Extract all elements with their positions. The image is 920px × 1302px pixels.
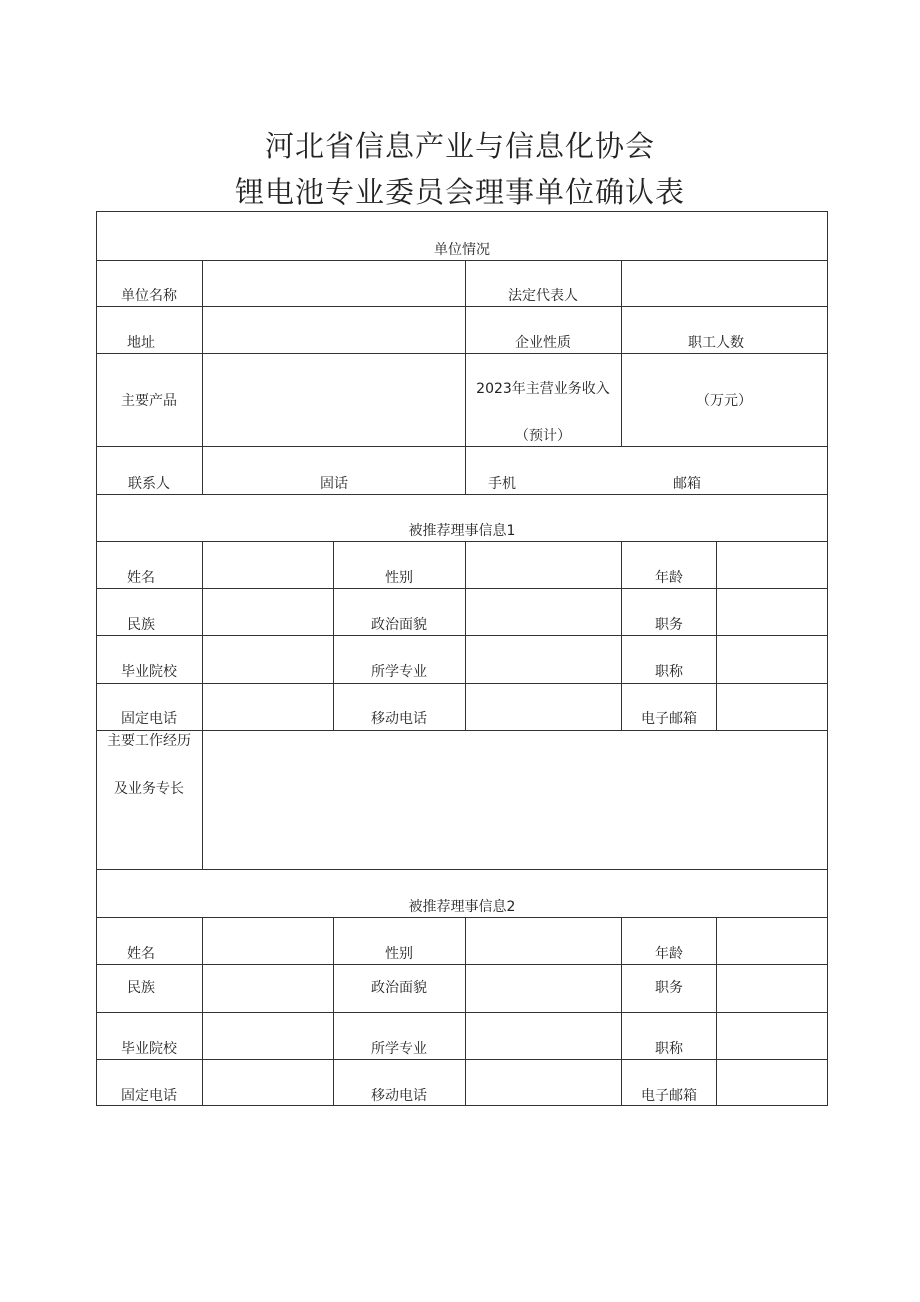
- col-divider: [621, 917, 622, 1106]
- label-mobile: 手机: [488, 476, 516, 492]
- col-divider: [333, 541, 334, 730]
- row-divider: [97, 494, 827, 495]
- row-divider: [97, 964, 827, 965]
- label-enterprise-nature: 企业性质: [515, 335, 571, 351]
- label-employee-count: 职工人数: [688, 335, 744, 351]
- label-age: 年龄: [655, 570, 683, 586]
- label-address: 地址: [127, 335, 155, 351]
- row-divider: [97, 588, 827, 589]
- row-divider: [97, 730, 827, 731]
- row-divider: [97, 635, 827, 636]
- label-name: 姓名: [127, 946, 155, 962]
- label-work-experience: 主要工作经历及业务专长: [107, 733, 191, 797]
- label-graduated-school: 毕业院校: [121, 1041, 177, 1057]
- form-title-line2: 锂电池专业委员会理事单位确认表: [234, 175, 685, 209]
- label-legal-rep: 法定代表人: [508, 288, 578, 304]
- label-email: 邮箱: [673, 476, 701, 492]
- label-position: 职务: [655, 617, 683, 633]
- row-divider: [97, 541, 827, 542]
- col-divider: [465, 260, 466, 494]
- col-divider: [716, 917, 717, 1106]
- label-political-status: 政治面貌: [371, 617, 427, 633]
- label-gender: 性别: [385, 570, 413, 586]
- col-divider: [333, 917, 334, 1106]
- label-landline: 固定电话: [121, 711, 177, 727]
- section-heading-unit: 单位情况: [434, 242, 490, 258]
- section-heading-director-1: 被推荐理事信息1: [408, 523, 516, 539]
- label-email: 电子邮箱: [641, 1088, 697, 1104]
- col-divider: [202, 917, 203, 1106]
- label-political-status: 政治面貌: [371, 980, 427, 996]
- col-divider: [621, 541, 622, 730]
- col-divider: [465, 917, 466, 1106]
- section-heading-director-2: 被推荐理事信息2: [408, 899, 516, 915]
- label-professional-title: 职称: [655, 664, 683, 680]
- row-divider: [97, 1059, 827, 1060]
- label-email: 电子邮箱: [641, 711, 697, 727]
- label-gender: 性别: [385, 946, 413, 962]
- label-major: 所学专业: [371, 1041, 427, 1057]
- label-position: 职务: [655, 980, 683, 996]
- col-divider: [621, 260, 622, 446]
- label-major: 所学专业: [371, 664, 427, 680]
- row-divider: [97, 917, 827, 918]
- label-age: 年龄: [655, 946, 683, 962]
- label-landline: 固定电话: [121, 1088, 177, 1104]
- col-divider: [202, 541, 203, 869]
- confirmation-form-table: [96, 211, 828, 1106]
- form-title-line1: 河北省信息产业与信息化协会: [264, 129, 655, 163]
- row-divider: [97, 869, 827, 870]
- label-ethnicity: 民族: [127, 617, 155, 633]
- col-divider: [716, 541, 717, 730]
- row-divider: [97, 446, 827, 447]
- label-professional-title: 职称: [655, 1041, 683, 1057]
- row-divider: [97, 683, 827, 684]
- label-revenue-unit: （万元）: [696, 393, 752, 409]
- label-revenue: 2023年主营业务收入: [476, 381, 610, 397]
- col-divider: [202, 260, 203, 494]
- label-unit-name: 单位名称: [121, 288, 177, 304]
- row-divider: [97, 260, 827, 261]
- label-contact-person: 联系人: [128, 476, 170, 492]
- label-name: 姓名: [127, 570, 155, 586]
- label-revenue-estimate: （预计）: [515, 428, 571, 444]
- row-divider: [97, 306, 827, 307]
- col-divider: [465, 541, 466, 730]
- label-main-products: 主要产品: [121, 393, 177, 409]
- label-graduated-school: 毕业院校: [121, 664, 177, 680]
- label-mobile: 移动电话: [371, 711, 427, 727]
- label-ethnicity: 民族: [127, 980, 155, 996]
- row-divider: [97, 353, 827, 354]
- row-divider: [97, 1012, 827, 1013]
- label-mobile: 移动电话: [371, 1088, 427, 1104]
- label-landline: 固话: [320, 476, 348, 492]
